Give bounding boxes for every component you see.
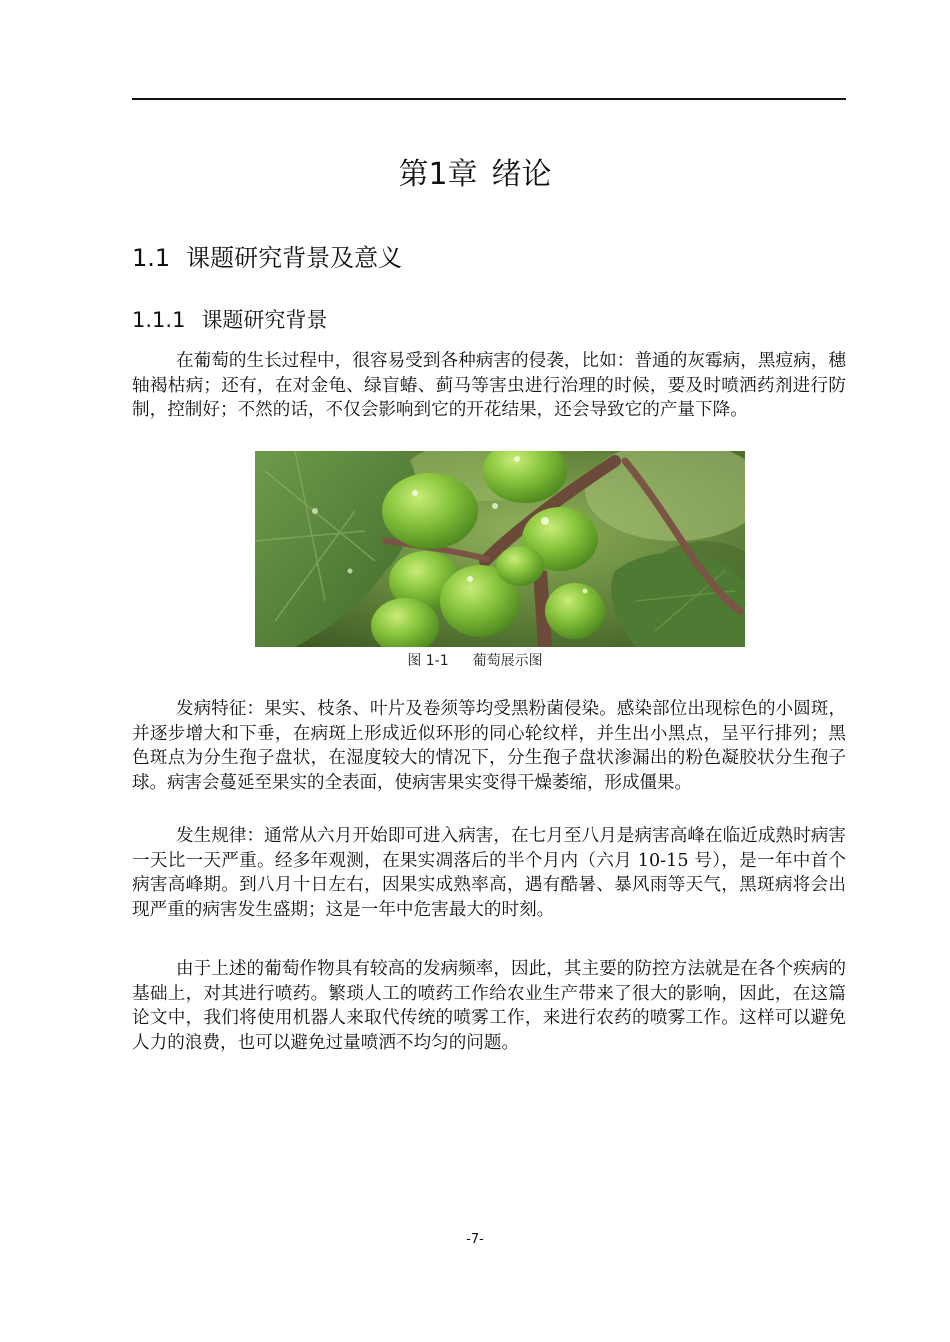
paragraph-symptoms: 发病特征：果实、枝条、叶片及卷须等均受黑粉菌侵染。感染部位出现棕色的小圆斑，并逐步增大和下垂，在病斑上形成近似环形的同心轮纹样，并生出小黑点，呈平行排列；黑色斑点为分生孢子盘状，在湿度较大的情况下，分生孢子盘状渗漏出的粉色凝胶状分生孢子球。病害会蔓延至果实的全表面，使病害果实变得干燥萎缩，形成僵果。: [132, 699, 846, 793]
section-heading: [132, 238, 402, 278]
figure-caption-text: 葡萄展示图: [472, 653, 543, 669]
chapter-heading: [0, 150, 950, 200]
section-number: 1.1: [132, 244, 171, 272]
subsection-title: 课题研究背景: [201, 308, 328, 332]
figure-number: 图 1-1: [407, 653, 449, 669]
page-number: -7-: [466, 1232, 484, 1247]
paragraph-intro: 在葡萄的生长过程中，很容易受到各种病害的侵袭，比如：普通的灰霉病，黑痘病，穗轴褐枯病；还有，在对金龟、绿盲蝽、蓟马等害虫进行治理的时候，要及时喷洒药剂进行防制，控制好；不然的话，不仅会影响到它的开花结果，还会导致它的产量下降。: [132, 351, 846, 420]
subsection-number: 1.1.1: [132, 308, 186, 332]
header-rule: [132, 98, 846, 100]
chapter-number: 第1章: [398, 157, 478, 192]
grape-photo: [255, 451, 745, 647]
paragraph-pattern: 发生规律：通常从六月开始即可进入病害，在七月至八月是病害高峰在临近成熟时病害一天比一天严重。经多年观测，在果实凋落后的半个月内（六月 10-15 号），是一年中首个病害高峰期。到八月十日左右，因果实成熟率高，遇有酷暑、暴风雨等天气，黑斑病将会出现严重的病害发生盛期；这是一年中危害最大的时刻。: [132, 826, 846, 920]
chapter-title: 绪论: [491, 157, 552, 192]
figure-caption: [0, 650, 950, 672]
section-title: 课题研究背景及意义: [186, 244, 403, 272]
subsection-heading: [132, 303, 327, 337]
paragraph-conclusion: 由于上述的葡萄作物具有较高的发病频率，因此，其主要的防控方法就是在各个疾病的基础上，对其进行喷药。繁琐人工的喷药工作给农业生产带来了很大的影响，因此，在这篇论文中，我们将使用机器人来取代传统的喷雾工作，来进行农药的喷雾工作。这样可以避免人力的浪费，也可以避免过量喷洒不均匀的问题。: [132, 959, 846, 1053]
